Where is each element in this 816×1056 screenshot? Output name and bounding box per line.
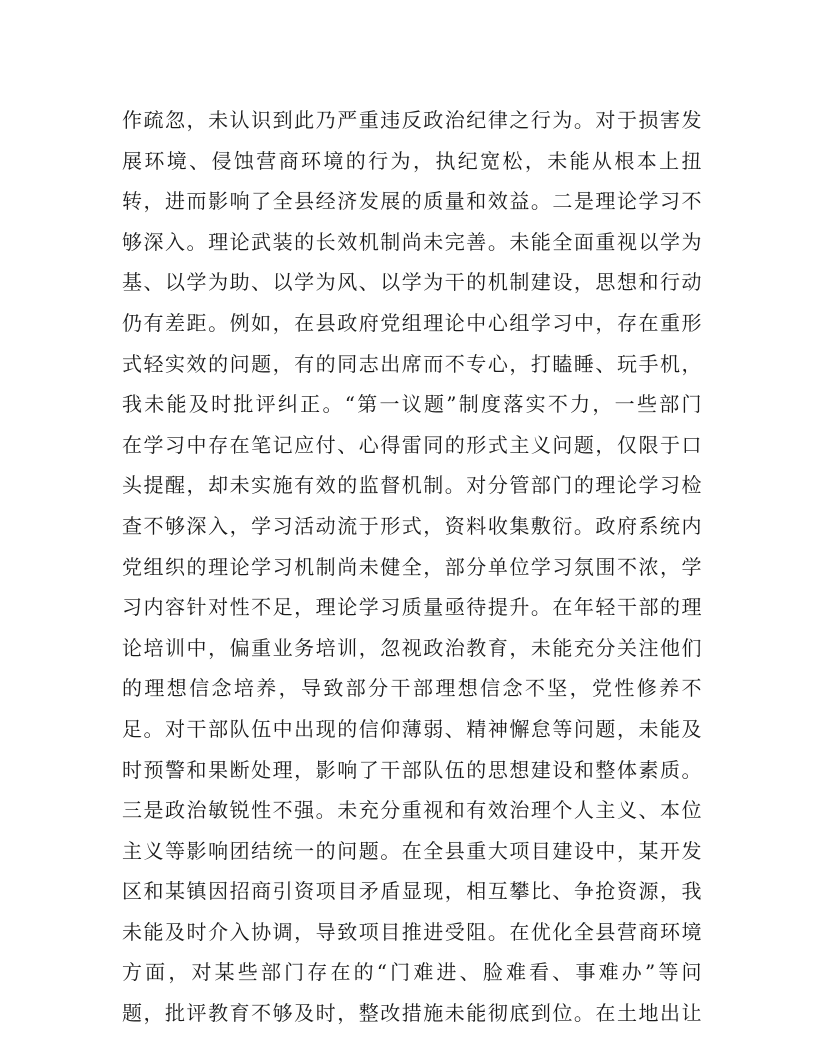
text-line: 足。对干部队伍中出现的信仰薄弱、精神懈怠等问题，未能及 [122,716,702,741]
text-line: 区和某镇因招商引资项目矛盾显现，相互攀比、争抢资源，我 [122,879,702,904]
text-line: 未能及时介入协调，导致项目推进受阻。在优化全县营商环境 [122,919,702,944]
text-line: 论培训中，偏重业务培训，忽视政治教育，未能充分关注他们 [122,635,702,660]
text-line: 基、以学为助、以学为风、以学为干的机制建设，思想和行动 [122,270,702,295]
text-line: 主义等影响团结统一的问题。在全县重大项目建设中，某开发 [122,838,702,863]
text-line: 查不够深入，学习活动流于形式，资料收集敷衍。政府系统内 [122,513,702,538]
text-line: 三是政治敏锐性不强。未充分重视和有效治理个人主义、本位 [122,798,702,823]
text-line: 题，批评教育不够及时，整改措施未能彻底到位。在土地出让 [122,1001,702,1026]
text-line: 的理想信念培养，导致部分干部理想信念不坚，党性修养不 [122,676,702,701]
text-line: 式轻实效的问题，有的同志出席而不专心，打瞌睡、玩手机， [122,351,702,376]
text-line: 头提醒，却未实施有效的监督机制。对分管部门的理论学习检 [122,473,702,498]
text-line: 在学习中存在笔记应付、心得雷同的形式主义问题，仅限于口 [122,432,702,457]
body-text [122,100,702,1034]
text-line: 我未能及时批评纠正。“第一议题”制度落实不力，一些部门 [122,392,702,417]
text-line: 仍有差距。例如，在县政府党组理论中心组学习中，存在重形 [122,310,702,335]
text-line: 展环境、侵蚀营商环境的行为，执纪宽松，未能从根本上扭 [122,148,702,173]
text-line: 转，进而影响了全县经济发展的质量和效益。二是理论学习不 [122,189,702,214]
text-line: 够深入。理论武装的长效机制尚未完善。未能全面重视以学为 [122,229,702,254]
text-line: 党组织的理论学习机制尚未健全，部分单位学习氛围不浓，学 [122,554,702,579]
text-line: 作疏忽，未认识到此乃严重违反政治纪律之行为。对于损害发 [122,108,702,132]
text-line: 习内容针对性不足，理论学习质量亟待提升。在年轻干部的理 [122,595,702,620]
text-line: 时预警和果断处理，影响了干部队伍的思想建设和整体素质。 [122,757,702,782]
text-line: 方面，对某些部门存在的“门难进、脸难看、事难办”等问 [122,960,702,985]
